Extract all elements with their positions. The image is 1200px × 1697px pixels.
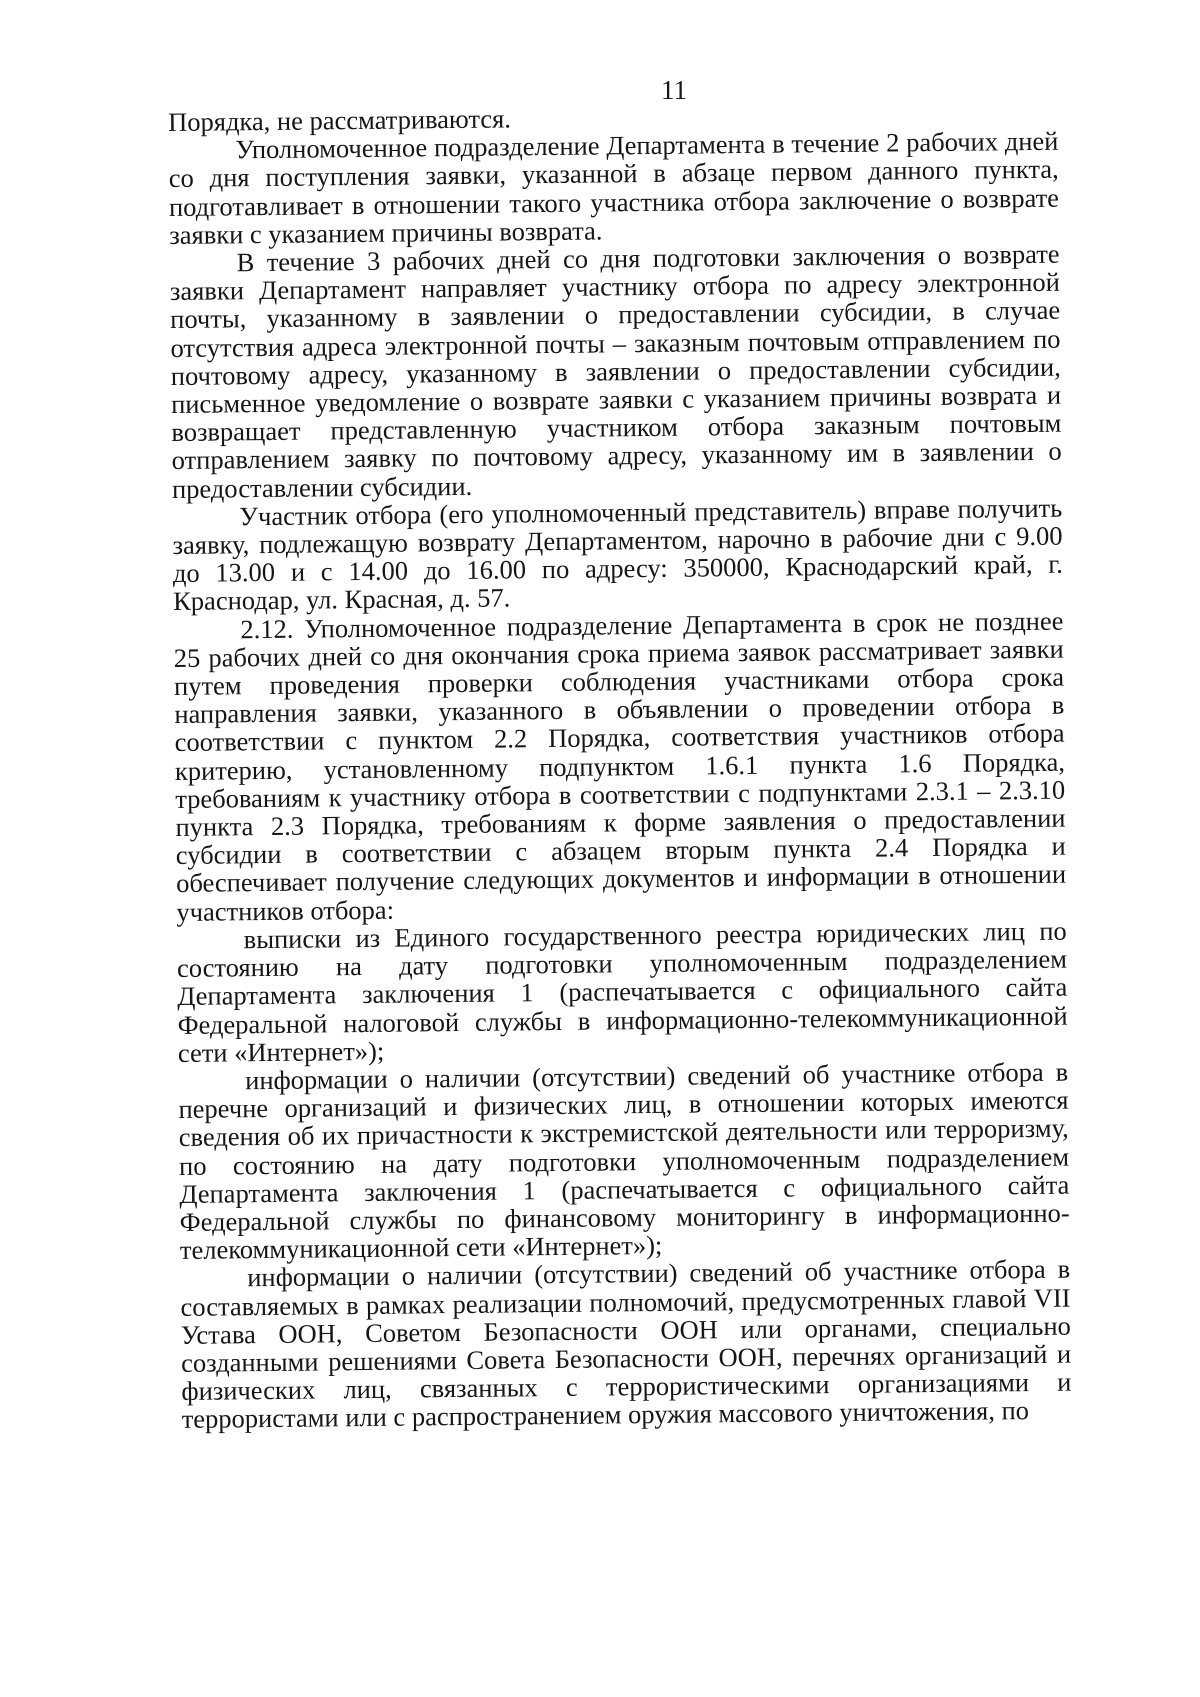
paragraph: выписки из Единого государственного реестра юридических лиц по состоянию на дату подготовки уполномоченным подразделением Департамента заключения 1 (распечатывается с официального сайта Федеральной налоговой службы в информационно-телекоммуникационной сети «Интернет»); [176,915,1068,1068]
document-body [168,99,1072,1434]
paragraph: Участник отбора (его уполномоченный представитель) вправе получить заявку, подлежащую возврату Департаментом, нарочно в рабочие дни с 9.00 до 13.00 и с 14.00 до 16.00 по адресу: 350000, Краснодарский край, г. Краснодар, ул. Красная, д. 57. [172,492,1063,617]
paragraph: информации о наличии (отсутствии) сведений об участнике отбора в перечне организаций и физических лиц, в отношении которых имеются сведения об их причастности к экстремистской деятельности или терроризму, по состоянию на дату подготовки уполномоченным подразделением Департамента заключения 1 (распечатывается с официального сайта Федеральной службы по финансовому мониторингу в информационно-телекоммуникационной сети «Интернет»); [178,1056,1070,1266]
paragraph: 2.12. Уполномоченное подразделение Департамента в срок не позднее 25 рабочих дней со дня окончания срока приема заявок рассматривает заявки путем проведения проверки соблюдения участниками отбора срока направления заявки, указанного в объявлении о проведении отбора в соответствии с пунктом 2.2 Порядка, соответствия участников отбора критерию, установленному подпунктом 1.6.1 пункта 1.6 Порядка, требованиям к участнику отбора в соответствии с подпунктами 2.3.1 – 2.3.10 пункта 2.3 Порядка, требованиям к форме заявления о предоставлении субсидии в соответствии с абзацем вторым пункта 2.4 Порядка и обеспечивает получение следующих документов и информации в отношении участников отбора: [173,605,1067,927]
page-number: 11 [661,75,687,105]
paragraph: В течение 3 рабочих дней со дня подготовки заключения о возврате заявки Департамент направляет участнику отбора по адресу электронной почты, указанному в заявлении о предоставлении субсидии, в случае отсутствия адреса электронной почты – заказным почтовым отправлением по почтовому адресу, указанному в заявлении о предоставлении субсидии, письменное уведомление о возврате заявки с указанием причины возврата и возвращает представленную участником отбора заказным почтовым отправлением заявку по почтовому адресу, указанному им в заявлении о предоставлении субсидии. [169,238,1062,504]
paragraph: информации о наличии (отсутствии) сведений об участнике отбора в составляемых в рамках реализации полномочий, предусмотренных главой VII Устава ООН, Советом Безопасности ООН или органами, специально созданными решениями Совета Безопасности ООН, перечнях организаций и физических лиц, связанных с террористическими организациями и террористами или с распространением оружия массового уничтожения, по [180,1253,1072,1435]
paragraph: Порядка, не рассматриваются. [167,103,512,137]
paragraph: Уполномоченное подразделение Департамента в течение 2 рабочих дней со дня поступления заявки, указанной в абзаце первом данного пункта, подготавливает в отношении такого участника отбора заключение о возврате заявки с указанием причины возврата. [168,125,1060,250]
